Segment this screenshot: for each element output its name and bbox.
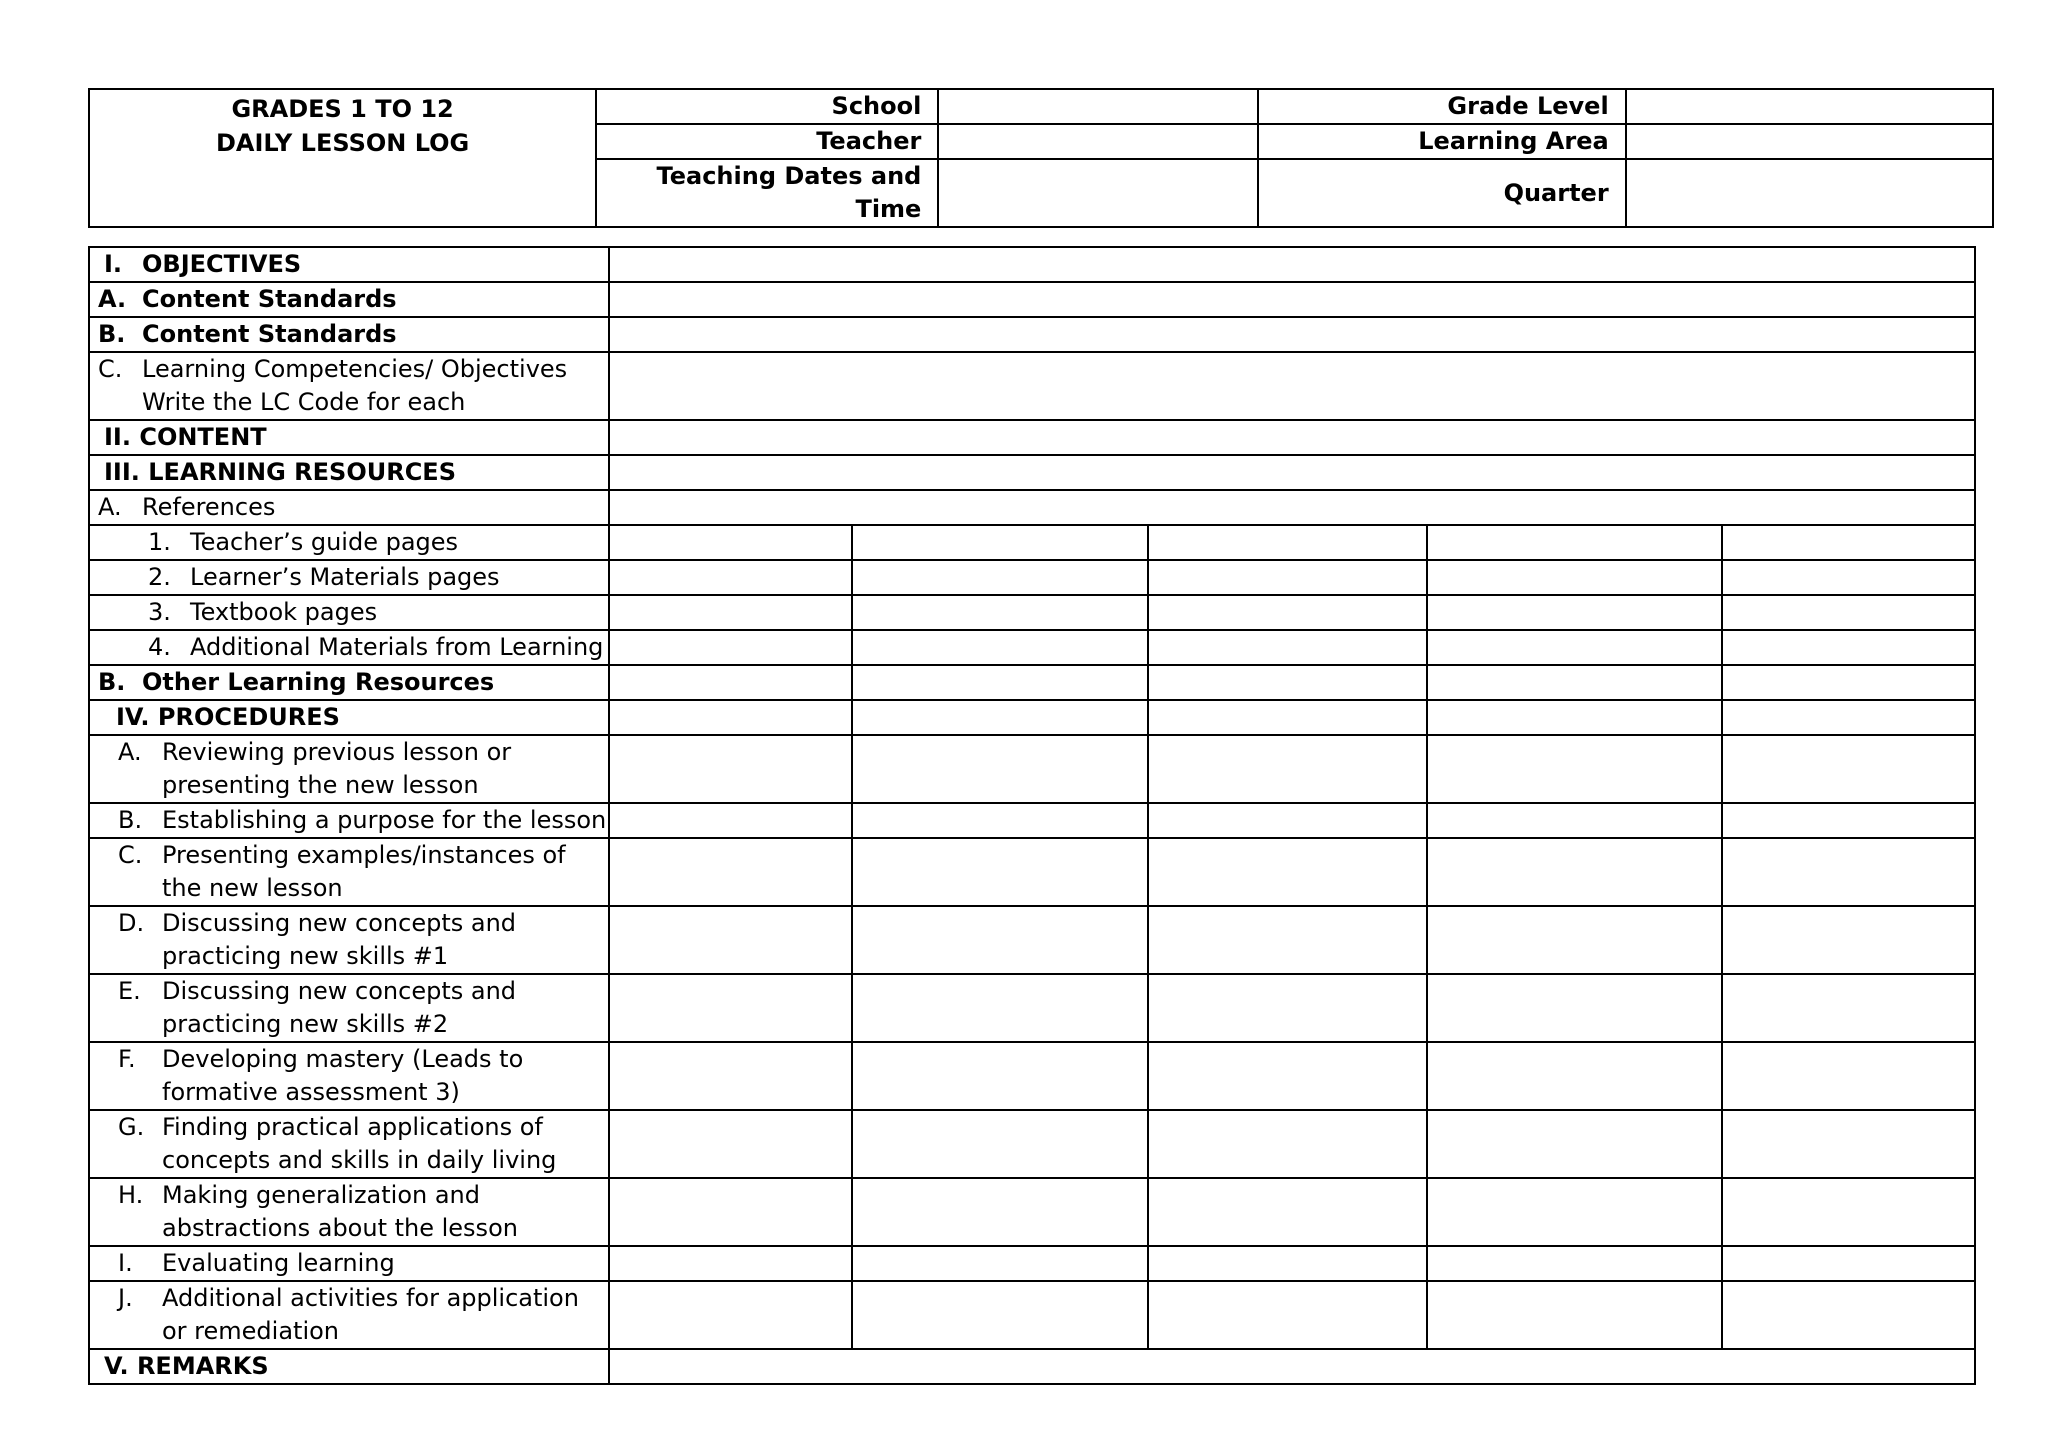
learning-resources-cell[interactable] <box>609 455 1975 490</box>
day-cell[interactable] <box>1427 595 1722 630</box>
day-cell[interactable] <box>1722 630 1975 665</box>
grade-level-field[interactable] <box>1626 89 1993 124</box>
form-title <box>89 89 596 227</box>
day-cell[interactable] <box>852 630 1148 665</box>
day-cell[interactable] <box>1722 595 1975 630</box>
day-cell[interactable] <box>609 1042 852 1110</box>
day-cell[interactable] <box>609 1246 852 1281</box>
day-cell[interactable] <box>1722 665 1975 700</box>
day-cell[interactable] <box>852 974 1148 1042</box>
day-cell[interactable] <box>609 560 852 595</box>
day-cell[interactable] <box>1148 700 1426 735</box>
content-heading: II. CONTENT <box>89 420 609 455</box>
procedure-item-h: H. Making generalization and abstractions about the lesson <box>89 1178 609 1246</box>
day-cell[interactable] <box>852 1110 1148 1178</box>
day-cell[interactable] <box>1148 595 1426 630</box>
day-cell[interactable] <box>609 906 852 974</box>
day-cell[interactable] <box>609 803 852 838</box>
procedure-item-e: E. Discussing new concepts and practicing new skills #2 <box>89 974 609 1042</box>
content-cell[interactable] <box>609 420 1975 455</box>
day-cell[interactable] <box>1722 525 1975 560</box>
day-cell[interactable] <box>1722 735 1975 803</box>
learning-resources-heading: III. LEARNING RESOURCES <box>89 455 609 490</box>
day-cell[interactable] <box>1722 838 1975 906</box>
day-cell[interactable] <box>609 665 852 700</box>
day-cell[interactable] <box>609 1178 852 1246</box>
learning-area-field[interactable] <box>1626 124 1993 159</box>
day-cell[interactable] <box>1148 1178 1426 1246</box>
learning-area-label: Learning Area <box>1258 124 1625 159</box>
day-cell[interactable] <box>1148 838 1426 906</box>
ref-item-additional-materials: 4. Additional Materials from Learning <box>89 630 609 665</box>
day-cell[interactable] <box>1722 560 1975 595</box>
day-cell[interactable] <box>1427 700 1722 735</box>
day-cell[interactable] <box>1148 1110 1426 1178</box>
day-cell[interactable] <box>852 1281 1148 1349</box>
objectives-cell[interactable] <box>609 247 1975 282</box>
teacher-label: Teacher <box>596 124 938 159</box>
remarks-cell[interactable] <box>609 1349 1975 1384</box>
objectives-heading: I. OBJECTIVES <box>89 247 609 282</box>
day-cell[interactable] <box>1722 803 1975 838</box>
learning-competencies-cell[interactable] <box>609 352 1975 420</box>
day-cell[interactable] <box>1148 525 1426 560</box>
references-cell[interactable] <box>609 490 1975 525</box>
day-cell[interactable] <box>1148 735 1426 803</box>
teacher-field[interactable] <box>938 124 1258 159</box>
day-cell[interactable] <box>852 525 1148 560</box>
day-cell[interactable] <box>609 838 852 906</box>
day-cell[interactable] <box>609 630 852 665</box>
header-table <box>88 88 1994 228</box>
day-cell[interactable] <box>1427 1246 1722 1281</box>
day-cell[interactable] <box>1427 1042 1722 1110</box>
day-cell[interactable] <box>852 906 1148 974</box>
day-cell[interactable] <box>1722 1042 1975 1110</box>
day-cell[interactable] <box>1722 700 1975 735</box>
procedure-item-b: B. Establishing a purpose for the lesson <box>89 803 609 838</box>
day-cell[interactable] <box>852 595 1148 630</box>
day-cell[interactable] <box>1427 838 1722 906</box>
quarter-field[interactable] <box>1626 159 1993 227</box>
form-title-line1: GRADES 1 TO 12 <box>231 95 454 123</box>
day-cell[interactable] <box>1148 560 1426 595</box>
content-standards-a-cell[interactable] <box>609 282 1975 317</box>
day-cell[interactable] <box>852 560 1148 595</box>
school-field[interactable] <box>938 89 1258 124</box>
day-cell[interactable] <box>852 803 1148 838</box>
teaching-dates-field[interactable] <box>938 159 1258 227</box>
day-cell[interactable] <box>1722 1110 1975 1178</box>
content-standards-b-cell[interactable] <box>609 317 1975 352</box>
learning-competencies: C. Learning Competencies/ Objectives Write the LC Code for each <box>89 352 609 420</box>
day-cell[interactable] <box>1427 1281 1722 1349</box>
content-standards-b: B. Content Standards <box>89 317 609 352</box>
day-cell[interactable] <box>1148 906 1426 974</box>
procedure-item-d: D. Discussing new concepts and practicing new skills #1 <box>89 906 609 974</box>
procedure-item-f: F. Developing mastery (Leads to formative assessment 3) <box>89 1042 609 1110</box>
day-cell[interactable] <box>1722 974 1975 1042</box>
procedure-item-g: G. Finding practical applications of concepts and skills in daily living <box>89 1110 609 1178</box>
day-cell[interactable] <box>1148 1281 1426 1349</box>
ref-item-learners-materials: 2. Learner’s Materials pages <box>89 560 609 595</box>
day-cell[interactable] <box>1148 665 1426 700</box>
day-cell[interactable] <box>1427 974 1722 1042</box>
content-standards-a: A. Content Standards <box>89 282 609 317</box>
day-cell[interactable] <box>609 595 852 630</box>
day-cell[interactable] <box>1148 974 1426 1042</box>
day-cell[interactable] <box>1427 803 1722 838</box>
procedure-item-j: J. Additional activities for application or remediation <box>89 1281 609 1349</box>
day-cell[interactable] <box>852 735 1148 803</box>
day-cell[interactable] <box>1148 803 1426 838</box>
ref-item-textbook: 3. Textbook pages <box>89 595 609 630</box>
procedure-item-c: C. Presenting examples/instances of the new lesson <box>89 838 609 906</box>
day-cell[interactable] <box>852 665 1148 700</box>
day-cell[interactable] <box>1427 665 1722 700</box>
day-cell[interactable] <box>852 700 1148 735</box>
day-cell[interactable] <box>852 1178 1148 1246</box>
day-cell[interactable] <box>1148 1042 1426 1110</box>
day-cell[interactable] <box>609 700 852 735</box>
day-cell[interactable] <box>609 735 852 803</box>
day-cell[interactable] <box>609 974 852 1042</box>
day-cell[interactable] <box>1427 525 1722 560</box>
day-cell[interactable] <box>609 1281 852 1349</box>
day-cell[interactable] <box>609 1110 852 1178</box>
day-cell[interactable] <box>852 1246 1148 1281</box>
school-label: School <box>596 89 938 124</box>
references-heading: A. References <box>89 490 609 525</box>
procedure-item-a: A. Reviewing previous lesson or presenting the new lesson <box>89 735 609 803</box>
quarter-label: Quarter <box>1258 159 1625 227</box>
ref-item-teachers-guide: 1. Teacher’s guide pages <box>89 525 609 560</box>
day-cell[interactable] <box>1722 1178 1975 1246</box>
remarks-heading: V. REMARKS <box>89 1349 609 1384</box>
teaching-dates-label: Teaching Dates and Time <box>596 159 938 227</box>
day-cell[interactable] <box>1148 1246 1426 1281</box>
day-cell[interactable] <box>1148 630 1426 665</box>
day-cell[interactable] <box>852 1042 1148 1110</box>
procedure-item-i: I. Evaluating learning <box>89 1246 609 1281</box>
day-cell[interactable] <box>1427 906 1722 974</box>
day-cell[interactable] <box>1427 1178 1722 1246</box>
day-cell[interactable] <box>1427 735 1722 803</box>
day-cell[interactable] <box>1722 1281 1975 1349</box>
day-cell[interactable] <box>852 838 1148 906</box>
day-cell[interactable] <box>1427 1110 1722 1178</box>
day-cell[interactable] <box>609 525 852 560</box>
day-cell[interactable] <box>1722 1246 1975 1281</box>
form-title-line2: DAILY LESSON LOG <box>215 129 470 157</box>
day-cell[interactable] <box>1427 630 1722 665</box>
other-resources-heading: B. Other Learning Resources <box>89 665 609 700</box>
day-cell[interactable] <box>1427 560 1722 595</box>
day-cell[interactable] <box>1722 906 1975 974</box>
grade-level-label: Grade Level <box>1258 89 1625 124</box>
procedures-heading: IV. PROCEDURES <box>89 700 609 735</box>
lesson-log-table <box>88 246 1976 1385</box>
